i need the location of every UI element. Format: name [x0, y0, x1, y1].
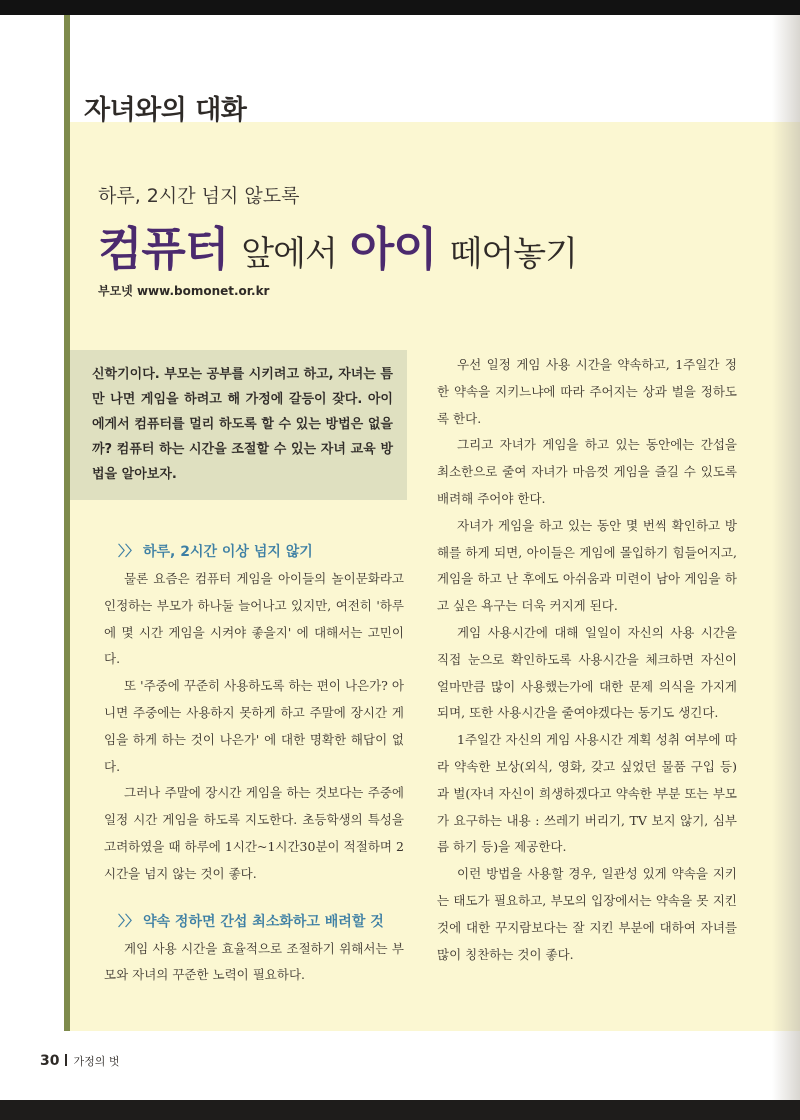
headline-part-1: 컴퓨터	[98, 222, 229, 276]
page-footer	[40, 1053, 120, 1069]
headline-part-3: 아이	[349, 222, 437, 276]
paragraph: 물론 요즘은 컴퓨터 게임을 아이들의 놀이문화라고 인정하는 부모가 하나둘 늘어나고 있지만, 여전히 '하루에 몇 시간 게임을 시켜야 좋을지' 에 대해서는 고민이다.	[104, 571, 404, 667]
subheading-1	[104, 538, 404, 566]
paragraph: 게임 사용 시간을 효율적으로 조절하기 위해서는 부모와 자녀의 꾸준한 노력이 필요하다.	[104, 940, 404, 983]
magazine-name: 가정의 벗	[73, 1055, 120, 1068]
left-column	[104, 538, 404, 989]
subheading-2-text: 약속 정하면 간섭 최소화하고 배려할 것	[143, 913, 384, 930]
footer-divider	[65, 1054, 67, 1066]
paragraph: 1주일간 자신의 게임 사용시간 계획 성취 여부에 따라 약속한 보상(외식, 영화, 갖고 싶었던 물품 구입 등)과 벌(자녀 자신이 희생하겠다고 약속한 부분 또는 부모가 요구하는 내용 : 쓰레기 버리기, TV 보지 않기, 심부름 하기 등)을 제공한다.	[437, 732, 737, 855]
article-headline	[98, 213, 577, 279]
scan-bottom-edge	[0, 1100, 800, 1120]
accent-bar	[64, 15, 70, 1031]
double-chevron-icon: 〉〉	[118, 544, 139, 560]
headline-part-2: 앞에서	[241, 234, 337, 274]
paragraph: 그리고 자녀가 게임을 하고 있는 동안에는 간섭을 최소한으로 줄여 자녀가 마음껏 게임을 즐길 수 있도록 배려해 주어야 한다.	[437, 437, 737, 506]
subheading-2	[104, 908, 404, 936]
article-subtitle: 하루, 2시간 넘지 않도록	[98, 185, 300, 207]
right-column	[437, 352, 737, 968]
intro-box	[70, 350, 407, 500]
paragraph: 우선 일정 게임 사용 시간을 약속하고, 1주일간 정한 약속을 지키느냐에 따라 주어지는 상과 벌을 정하도록 한다.	[437, 357, 737, 426]
subheading-1-text: 하루, 2시간 이상 넘지 않기	[143, 544, 313, 560]
paragraph: 자녀가 게임을 하고 있는 동안 몇 번씩 확인하고 방해를 하게 되면, 아이들은 게임에 몰입하기 힘들어지고, 게임을 하고 난 후에도 아쉬움과 미련이 남아 게임을 하고 싶은 욕구는 더욱 커지게 된다.	[437, 517, 737, 614]
paragraph: 게임 사용시간에 대해 일일이 자신의 사용 시간을 직접 눈으로 확인하도록 사용시간을 체크하면 자신이 얼마만큼 많이 사용했는가에 대한 문제 의식을 가지게 되며, 또한 사용시간을 줄여야겠다는 동기도 생긴다.	[437, 624, 737, 721]
paragraph: 이런 방법을 사용할 경우, 일관성 있게 약속을 지키는 태도가 필요하고, 부모의 입장에서는 약속을 못 지킨 것에 대한 꾸지람보다는 잘 지킨 부분에 대하여 자녀를 많이 칭찬하는 것이 좋다.	[437, 866, 737, 962]
article-source: 부모넷 www.bomonet.or.kr	[98, 284, 270, 298]
paragraph: 또 '주중에 꾸준히 사용하도록 하는 편이 나은가? 아니면 주중에는 사용하지 못하게 하고 주말에 장시간 게임을 하게 하는 것이 나은가' 에 대한 명확한 해답이 없다.	[104, 678, 404, 774]
intro-text: 신학기이다. 부모는 공부를 시키려고 하고, 자녀는 틈만 나면 게임을 하려고 해 가정에 갈등이 잦다. 아이에게서 컴퓨터를 멀리 하도록 할 수 있는 방법은 없을까? 컴퓨터 하는 시간을 조절할 수 있는 자녀 교육 방법을 알아보자.	[92, 367, 393, 482]
section-title: 자녀와의 대화	[84, 95, 247, 126]
double-chevron-icon: 〉〉	[118, 913, 139, 930]
paragraph: 그러나 주말에 장시간 게임을 하는 것보다는 주중에 일정 시간 게임을 하도록 지도한다. 초등학생의 특성을 고려하였을 때 하루에 1시간~1시간30분이 적절하며 2시간을 넘지 않는 것이 좋다.	[104, 785, 404, 881]
headline-part-4: 떼어놓기	[449, 234, 577, 274]
scan-top-edge	[0, 0, 800, 15]
page-number: 30	[40, 1053, 60, 1069]
page-fold-shadow	[772, 15, 800, 1100]
spacer	[104, 888, 404, 908]
